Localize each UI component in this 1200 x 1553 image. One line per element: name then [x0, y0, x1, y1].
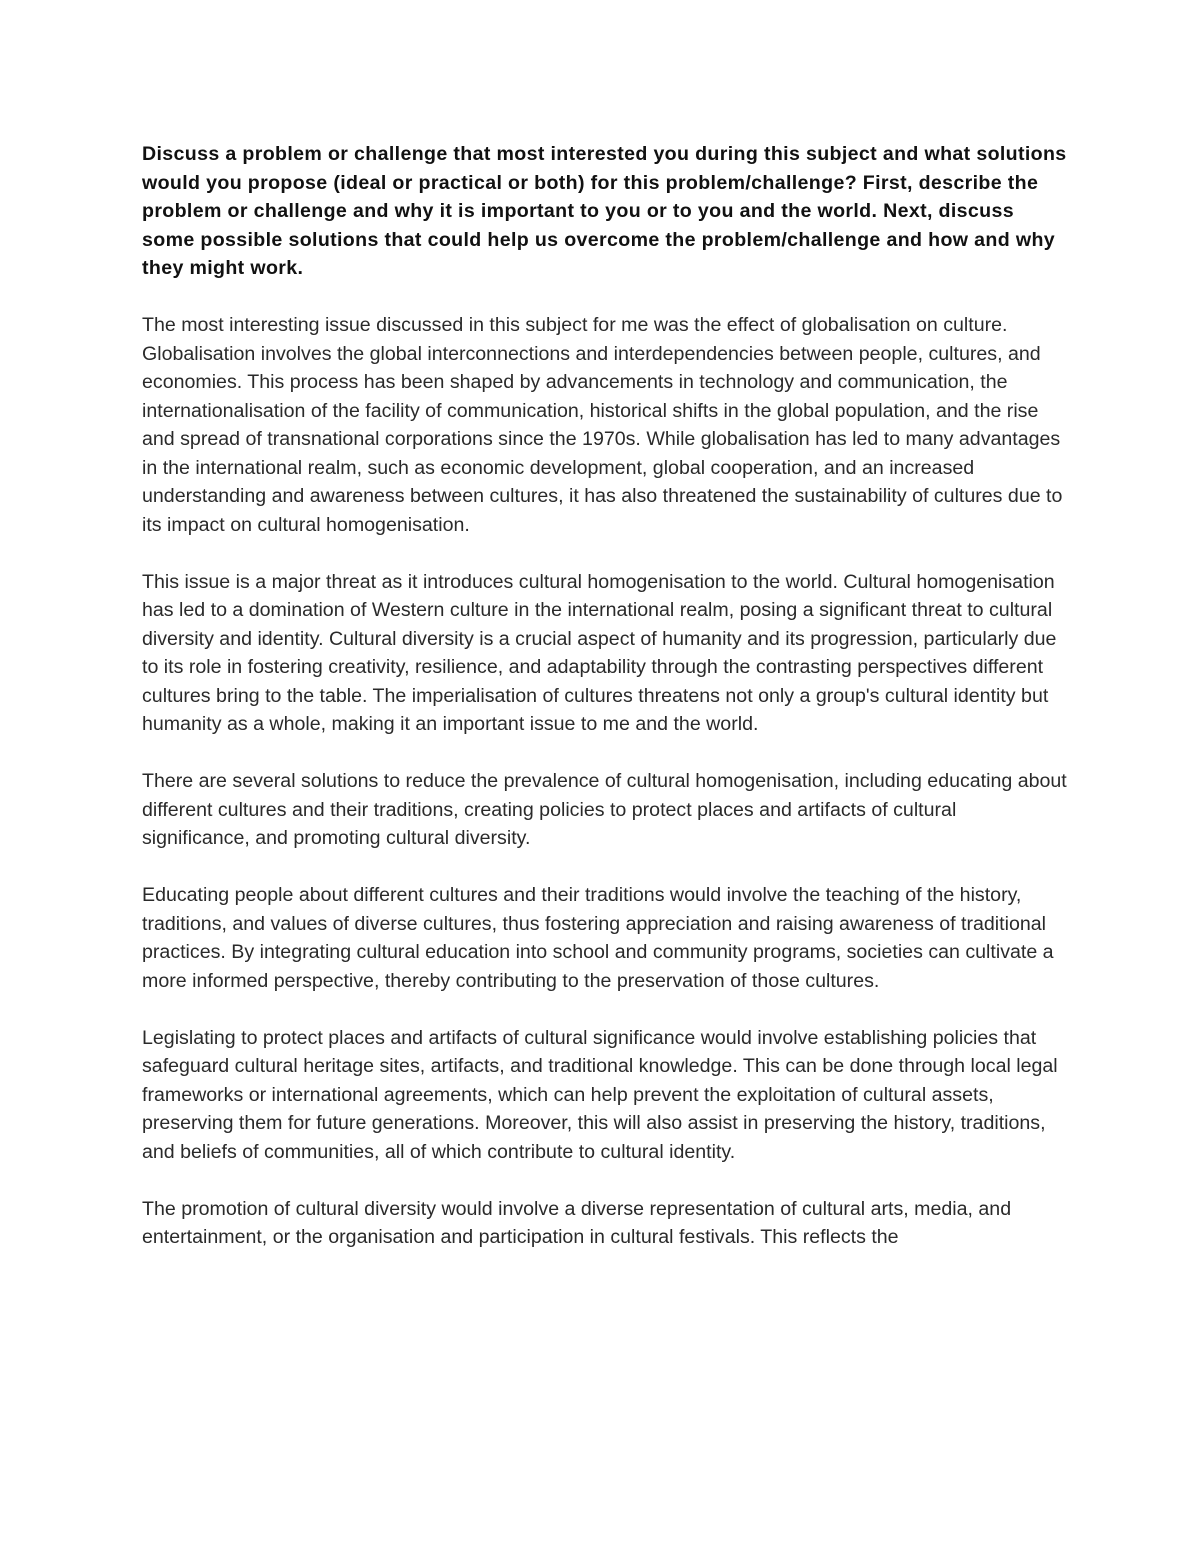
paragraph-homogenisation-threat: This issue is a major threat as it introduces cultural homogenisation to the world. Cultural homogenisation has led to a domination of Western culture in the international realm, posing a significant threat to cultural diversity and identity. Cultural diversity is a crucial aspect of humanity and its progression, particularly due to its role in fostering creativity, resilience, and adaptability through the contrasting perspectives different cultures bring to the table. The imperialisation of cultures threatens not only a group's cultural identity but humanity as a whole, making it an important issue to me and the world. [142, 570, 1057, 735]
paragraph-globalisation-intro: The most interesting issue discussed in this subject for me was the effect of globalisation on culture. Globalisation involves the global interconnections and interdependencies between people, cultures, and economies. This process has been shaped by advancements in technology and communication, the internationalisation of the facility of communication, historical shifts in the global population, and the rise and spread of transnational corporations since the 1970s. While globalisation has led to many advantages in the international realm, such as economic development, global cooperation, and an increased understanding and awareness between cultures, it has also threatened the sustainability of cultures due to its impact on cultural homogenisation. [142, 314, 1063, 536]
paragraph-legislation-solution: Legislating to protect places and artifacts of cultural significance would involve establishing policies that safeguard cultural heritage sites, artifacts, and traditional knowledge. This can be done through local legal frameworks or international agreements, which can help prevent the exploitation of cultural assets, preserving them for future generations. Moreover, this will also assist in preserving the history, traditions, and beliefs of communities, all of which contribute to cultural identity. [142, 1026, 1058, 1163]
paragraph-diversity-promotion: The promotion of cultural diversity would involve a diverse representation of cultural arts, media, and entertainment, or the organisation and participation in cultural festivals. This reflects the [142, 1197, 1012, 1248]
paragraph-education-solution: Educating people about different cultures and their traditions would involve the teaching of the history, traditions, and values of diverse cultures, thus fostering appreciation and raising awareness of traditional practices. By integrating cultural education into school and community programs, societies can cultivate a more informed perspective, thereby contributing to the preservation of those cultures. [142, 884, 1054, 992]
paragraph-solutions-overview: There are several solutions to reduce the prevalence of cultural homogenisation, including educating about different cultures and their traditions, creating policies to protect places and artifacts of cultural significance, and promoting cultural diversity. [142, 770, 1067, 849]
document-body [142, 140, 1067, 1280]
question-prompt: Discuss a problem or challenge that most interested you during this subject and what solutions would you propose (ideal or practical or both) for this problem/challenge? First, describe the problem or challenge and why it is important to you or to you and the world. Next, discuss some possible solutions that could help us overcome the problem/challenge and how and why they might work. [142, 143, 1067, 279]
